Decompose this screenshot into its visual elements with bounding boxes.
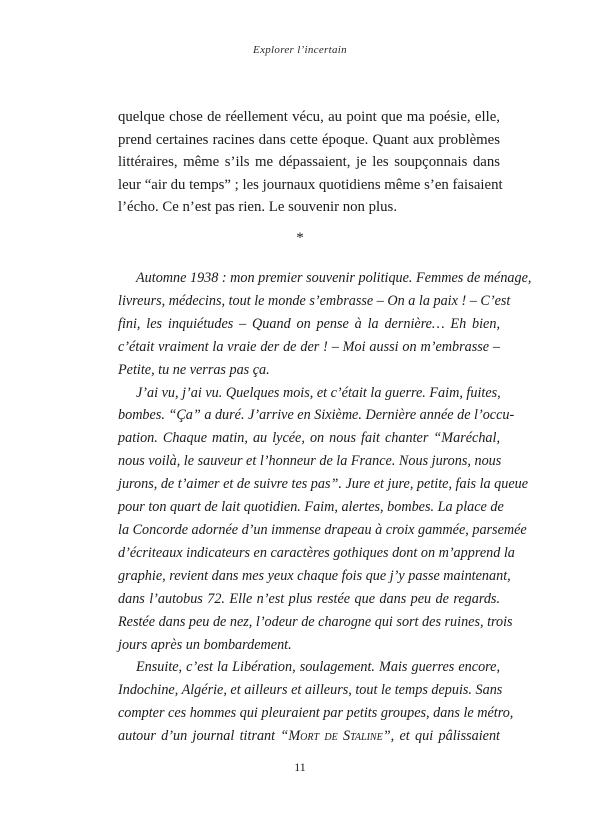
body-paragraph-1 (118, 106, 503, 219)
section-separator: * (296, 230, 304, 246)
text-line: compter ces hommes qui pleuraient par petits groupes, dans le métro, (118, 705, 514, 722)
text-line: d’écriteaux indicateurs en caractères gothiques dont on m’apprend la (118, 544, 515, 561)
body-paragraph-2 (118, 267, 532, 382)
text-line: Automne 1938 : mon premier souvenir politique. Femmes de ménage, (136, 270, 532, 286)
text-line: leur “air du temps” ; les journaux quotidiens même s’en faisaient (118, 176, 503, 193)
text-line: littéraires, même s’ils me dépassaient, je les soupçonnais dans (118, 154, 500, 170)
italic-section (118, 267, 532, 748)
text-line: bombes. “Ça” a duré. J’arrive en Sixième. Dernière année de l’occu- (118, 407, 515, 424)
text-line: la Concorde adornée d’un immense drapeau à croix gammée, parsemée (118, 521, 527, 538)
text-line: jurons, de t’aimer et de suivre tes pas”. Jure et jure, petite, fais la queue (118, 476, 529, 493)
body-paragraph-4 (118, 656, 514, 748)
text-line: l’écho. Ce n’est pas rien. Le souvenir non plus. (118, 199, 398, 215)
text-line: prend certaines racines dans cette époque. Quant aux problèmes (118, 131, 500, 148)
text-line: nous voilà, le sauveur et l’honneur de la France. Nous jurons, nous (118, 453, 502, 470)
page-number: 11 (294, 760, 306, 774)
text-line: fini, les inquiétudes – Quand on pense à la dernière… Eh bien, (118, 315, 500, 332)
text-line: J’ai vu, j’ai vu. Quelques mois, et c’était la guerre. Faim, fuites, (136, 384, 501, 401)
text-line (118, 725, 500, 748)
text-line: graphie, revient dans mes yeux chaque fois que j’y passe maintenant, (118, 567, 511, 584)
newspaper-headline: Mort de Staline (288, 728, 383, 745)
text-line: dans l’autobus 72. Elle n’est plus restée que dans peu de regards. (118, 590, 500, 607)
text-line: livreurs, médecins, tout le monde s’embrasse – On a la paix ! – C’est (118, 292, 511, 309)
text-line: Restée dans peu de nez, l’odeur de charogne qui sort des ruines, trois (118, 613, 513, 630)
body-paragraph-3 (118, 382, 529, 657)
text-line: Petite, tu ne verras pas ça. (118, 361, 270, 378)
running-head: Explorer l’incertain (253, 44, 347, 56)
text-fragment: autour d’un journal titrant “ (118, 728, 289, 745)
text-line: Ensuite, c’est la Libération, soulagement. Mais guerres encore, (136, 659, 500, 676)
text-line: pation. Chaque matin, au lycée, on nous fait chanter “Maréchal, (118, 430, 500, 447)
text-line: quelque chose de réellement vécu, au point que ma poésie, elle, (118, 109, 500, 125)
text-line: jours après un bombardement. (118, 636, 292, 653)
text-fragment: ”, et qui pâlissaient (382, 728, 500, 745)
text-line: c’était vraiment la vraie der de der ! – Moi aussi on m’embrasse – (118, 338, 500, 355)
text-line: pour ton quart de lait quotidien. Faim, alertes, bombes. La place de (118, 499, 504, 516)
text-line: Indochine, Algérie, et ailleurs et ailleurs, tout le temps depuis. Sans (118, 682, 503, 699)
